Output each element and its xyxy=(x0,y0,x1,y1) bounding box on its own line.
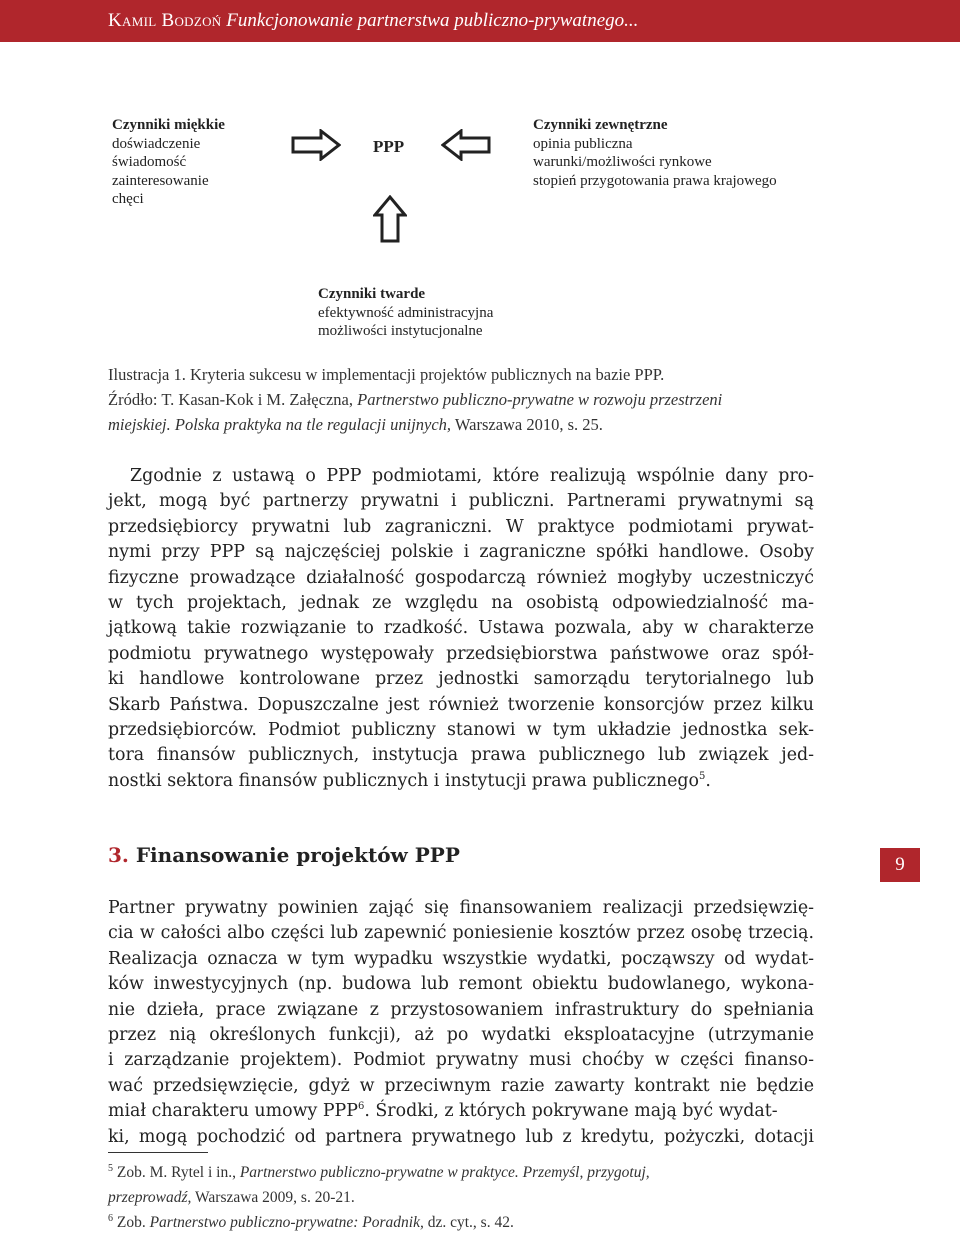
arrow-up-icon xyxy=(373,195,407,243)
arrow-right-icon xyxy=(291,129,341,161)
footnote-line xyxy=(108,1160,828,1185)
footnote-title: Partnerstwo publiczno-prywatne: Poradnik, xyxy=(149,1214,424,1231)
text-line: tora finansów publicznych, instytucja prawa publicznego lub związek jed- xyxy=(108,745,814,766)
footnote-suffix: Warszawa 2009, s. 20-21. xyxy=(195,1189,355,1206)
text-line: Zgodnie z ustawą o PPP podmiotami, które realizują wspólnie dany pro- xyxy=(130,466,814,486)
footnote-prefix: Zob. M. Rytel i in., xyxy=(116,1164,236,1181)
footnote-divider xyxy=(108,1152,208,1153)
arrow-left-icon xyxy=(441,129,491,161)
hard-factors-heading: Czynniki twarde xyxy=(318,286,426,302)
header-title: Funkcjonowanie partnerstwa publiczno-prywatnego... xyxy=(226,10,639,31)
text-line: ki, mogą pochodzić od partnera prywatnego lub z kredytu, pożyczki, dotacji xyxy=(108,1126,814,1147)
external-factor-item: warunki/możliwości rynkowe xyxy=(533,154,712,170)
caption-source-title-b: miejskiej. Polska praktyka na tle regulacji unijnych, xyxy=(108,415,452,434)
text-line-content: miał charakteru umowy PPP xyxy=(108,1101,358,1122)
text-line: Partner prywatny powinien zająć się finansowaniem realizacji przedsięwzię- xyxy=(108,898,814,918)
hard-factor-item: możliwości instytucjonalne xyxy=(318,323,483,339)
text-line: nie dzieła, prace związane z przystosowaniem infrastruktury do spełniania xyxy=(108,999,814,1020)
text-line: nostki sektora finansów publicznych i instytucji prawa publicznego$^5$. xyxy=(108,770,711,791)
section-heading xyxy=(108,843,460,867)
text-line: i zarządzanie projektem). Podmiot prywatny musi choćby w części finanso- xyxy=(108,1050,814,1071)
external-factors-heading: Czynniki zewnętrzne xyxy=(533,117,668,133)
text-line: przez nią określonych funkcji), aż po wydatki eksploatacyjne (utrzymanie xyxy=(108,1025,814,1046)
text-line: jekt, mogą być partnerzy prywatni i publiczni. Partnerami prywatnymi są xyxy=(108,491,814,512)
text-line xyxy=(108,1099,814,1124)
caption-source-line-1 xyxy=(108,387,828,412)
footnote-title: przeprowadź, xyxy=(108,1189,192,1206)
footnote-ref-5[interactable]: 5 xyxy=(698,771,706,783)
footnote-ref-6[interactable]: 6 xyxy=(357,1101,365,1113)
text-line: jątkową takie rozwiązanie to rzadkość. Ustawa pozwala, aby w charakterze xyxy=(108,618,814,639)
running-header xyxy=(0,0,960,42)
text-line: nymi przy PPP są najczęściej polskie i zagraniczne spółki handlowe. Osoby xyxy=(108,542,814,563)
section-number: 3. xyxy=(108,843,129,867)
caption-source-line-2 xyxy=(108,412,828,437)
text-line: fizyczne prowadzące działalność gospodarczą również mogłyby uczestniczyć xyxy=(108,567,814,588)
external-factor-item: opinia publiczna xyxy=(533,135,633,152)
text-line-content: nostki sektora finansów publicznych i instytucji prawa publicznego xyxy=(108,770,699,791)
external-factors-block xyxy=(533,116,777,190)
text-line: ki handlowe kontrolowane przez jednostki samorządu terytorialnego lub xyxy=(108,669,814,690)
caption-illustration: Ilustracja 1. Kryteria sukcesu w implementacji projektów publicznych na bazie PPP. xyxy=(108,365,665,384)
text-line: przedsiębiorcy prywatni lub zagraniczni. W praktyce podmiotami prywat- xyxy=(108,516,814,537)
header-author: Kamil Bodzoń xyxy=(108,10,222,31)
text-line: w tych projektach, jednak ze względu na osobistą odpowiedzialność ma- xyxy=(108,593,814,614)
soft-factors-heading: Czynniki miękkie xyxy=(112,117,225,133)
text-line: cia w całości albo części lub zapewnić poniesienie kosztów przez osobę trzecią. xyxy=(108,923,814,944)
footnote-number: 6 xyxy=(108,1212,113,1224)
soft-factors-block xyxy=(112,116,225,209)
footnote-title: Partnerstwo publiczno-prywatne w praktyce. Przemyśl, przygotuj, xyxy=(239,1164,650,1181)
text-line: przedsiębiorców. Podmiot publiczny stanowi w tym układzie jednostka sek- xyxy=(108,720,814,741)
footnote-6 xyxy=(108,1210,828,1235)
caption-source-prefix: Źródło: T. Kasan-Kok i M. Załęczna, xyxy=(108,390,353,409)
ppp-center-label: PPP xyxy=(373,137,405,156)
soft-factor-item: chęci xyxy=(112,191,144,207)
footnote-number: 5 xyxy=(108,1162,113,1174)
footnote-suffix: dz. cyt., s. 42. xyxy=(427,1214,514,1231)
page-number-badge: 9 xyxy=(880,848,920,882)
footnote-line xyxy=(108,1185,828,1210)
body-paragraph-2 xyxy=(108,896,814,1150)
caption-source-suffix: Warszawa 2010, s. 25. xyxy=(454,415,603,434)
soft-factor-item: doświadczenie xyxy=(112,135,201,152)
hard-factors-block xyxy=(318,285,493,341)
text-line: Realizacja oznacza w tym wypadku wszystkie wydatki, począwszy od wydat- xyxy=(108,948,814,969)
footnote-prefix: Zob. xyxy=(116,1214,146,1231)
caption-source-title-a: Partnerstwo publiczno-prywatne w rozwoju przestrzeni xyxy=(357,390,723,409)
soft-factor-item: zainteresowanie xyxy=(112,172,209,189)
text-line: ków inwestycyjnych (np. budowa lub remont obiektu budowlanego, wykona- xyxy=(108,974,814,995)
figure-caption xyxy=(108,362,828,437)
text-line: wać przedsięwzięcie, gdyż w przeciwnym razie zawarty kontrakt nie będzie xyxy=(108,1075,814,1096)
footnote-line xyxy=(108,1210,828,1235)
text-line-content: . Środki, z których pokrywane mają być wydat- xyxy=(364,1101,778,1122)
soft-factor-item: świadomość xyxy=(112,154,187,170)
text-line: Skarb Państwa. Dopuszczalne jest również tworzenie konsorcjów przez kilku xyxy=(108,694,814,715)
external-factor-item: stopień przygotowania prawa krajowego xyxy=(533,172,777,189)
footnote-5 xyxy=(108,1160,828,1210)
text-line-part xyxy=(108,1099,778,1124)
section-title-text: Finansowanie projektów PPP xyxy=(135,843,460,867)
hard-factor-item: efektywność administracyjna xyxy=(318,304,494,321)
text-line: podmiotu prywatnego występowały przedsiębiorstwa państwowe oraz spół- xyxy=(108,643,814,664)
body-paragraph-1 xyxy=(108,464,814,794)
